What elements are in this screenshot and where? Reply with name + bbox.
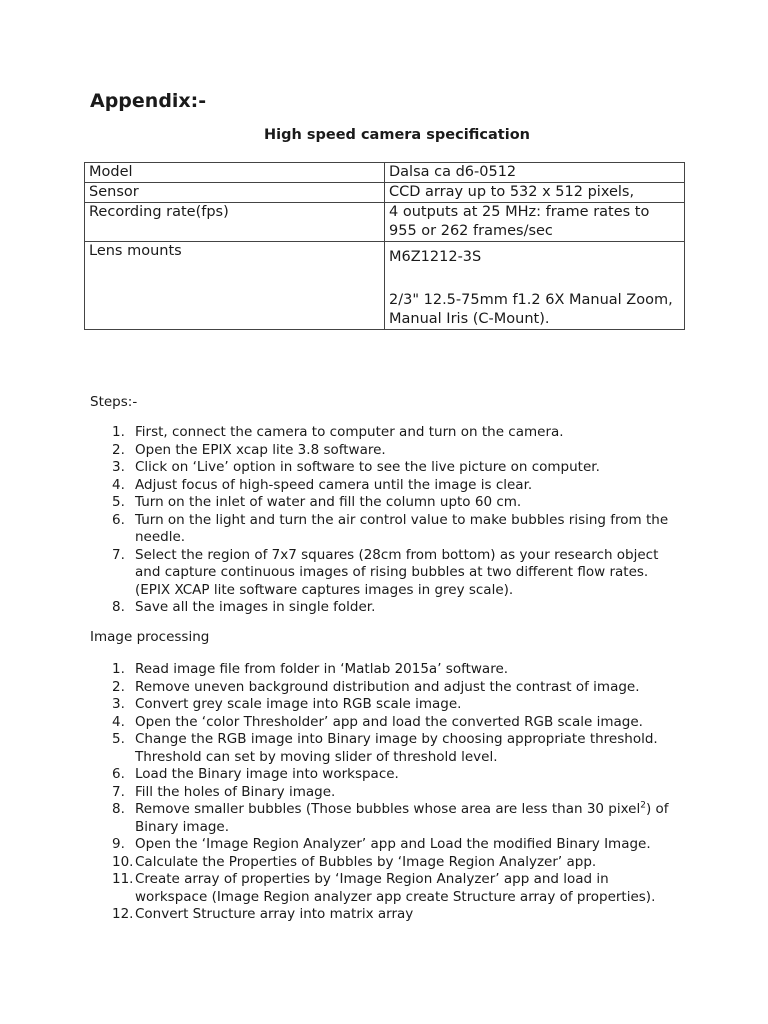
list-item: 12. Convert Structure array into matrix array <box>112 906 414 922</box>
superscript-2: 2 <box>640 800 646 811</box>
table-row <box>85 183 685 203</box>
spec-value: 4 outputs at 25 MHz: frame rates to 955 or 262 frames/sec <box>385 203 685 242</box>
image-processing-list <box>112 661 682 924</box>
list-item: 3. Click on ‘Live’ option in software to see the live picture on computer. <box>112 459 600 475</box>
table-title: High speed camera specification <box>264 127 530 143</box>
list-item: 2. Open the EPIX xcap lite 3.8 software. <box>112 441 386 458</box>
table-row <box>85 163 685 183</box>
spec-label: Model <box>85 163 385 183</box>
steps-list <box>112 424 682 617</box>
spec-label: Lens mounts <box>85 242 385 330</box>
spec-label: Recording rate(fps) <box>85 203 385 242</box>
lens-description: 2/3" 12.5-75mm f1.2 6X Manual Zoom, Manual Iris (C-Mount). <box>389 292 673 327</box>
steps-label: Steps:- <box>90 394 138 410</box>
list-item: 5. Turn on the inlet of water and fill the column upto 60 cm. <box>112 494 522 510</box>
list-item: 2. Remove uneven background distribution and adjust the contrast of image. <box>112 678 640 695</box>
list-item: 7. Fill the holes of Binary image. <box>112 783 336 800</box>
table-row <box>85 242 685 330</box>
list-item: 4. Open the ‘color Thresholder’ app and load the converted RGB scale image. <box>112 713 643 730</box>
table-row <box>85 203 685 242</box>
image-processing-label: Image processing <box>90 629 210 645</box>
list-item: 6. Load the Binary image into workspace. <box>112 766 399 782</box>
appendix-heading: Appendix:- <box>90 90 207 112</box>
list-item: 9. Open the ‘Image Region Analyzer’ app and Load the modified Binary Image. <box>112 836 651 852</box>
camera-spec-table <box>84 162 685 330</box>
list-item: 1. Read image file from folder in ‘Matlab 2015a’ software. <box>112 661 509 677</box>
spec-value <box>385 242 685 330</box>
spec-label: Sensor <box>85 183 385 203</box>
list-item: 7. Select the region of 7x7 squares (28cm from bottom) as your research object and capture continuous images of rising bubbles at two different flow rates. (EPIX XCAP lite software captures images in grey scale). <box>112 546 659 598</box>
list-item: 8. Save all the images in single folder. <box>112 599 376 615</box>
spec-value: Dalsa ca d6-0512 <box>385 163 685 183</box>
list-item: 4. Adjust focus of high-speed camera until the image is clear. <box>112 476 533 493</box>
spec-value: CCD array up to 532 x 512 pixels, <box>385 183 685 203</box>
lens-model: M6Z1212-3S <box>389 249 482 265</box>
list-item: 10. Calculate the Properties of Bubbles by ‘Image Region Analyzer’ app. <box>112 853 597 870</box>
list-item: 3. Convert grey scale image into RGB scale image. <box>112 696 462 712</box>
list-item: 11. Create array of properties by ‘Image Region Analyzer’ app and load in workspace (Image Region analyzer app create Structure array of properties). <box>112 871 656 905</box>
list-item: 8. Remove smaller bubbles (Those bubbles whose area are less than 30 pixel$^2$) of Binary image. <box>112 800 669 835</box>
list-item: 6. Turn on the light and turn the air control value to make bubbles rising from the needle. <box>112 511 669 545</box>
list-item: 5. Change the RGB image into Binary image by choosing appropriate threshold. Threshold can set by moving slider of threshold level. <box>112 731 658 765</box>
list-item: 1. First, connect the camera to computer and turn on the camera. <box>112 424 564 440</box>
